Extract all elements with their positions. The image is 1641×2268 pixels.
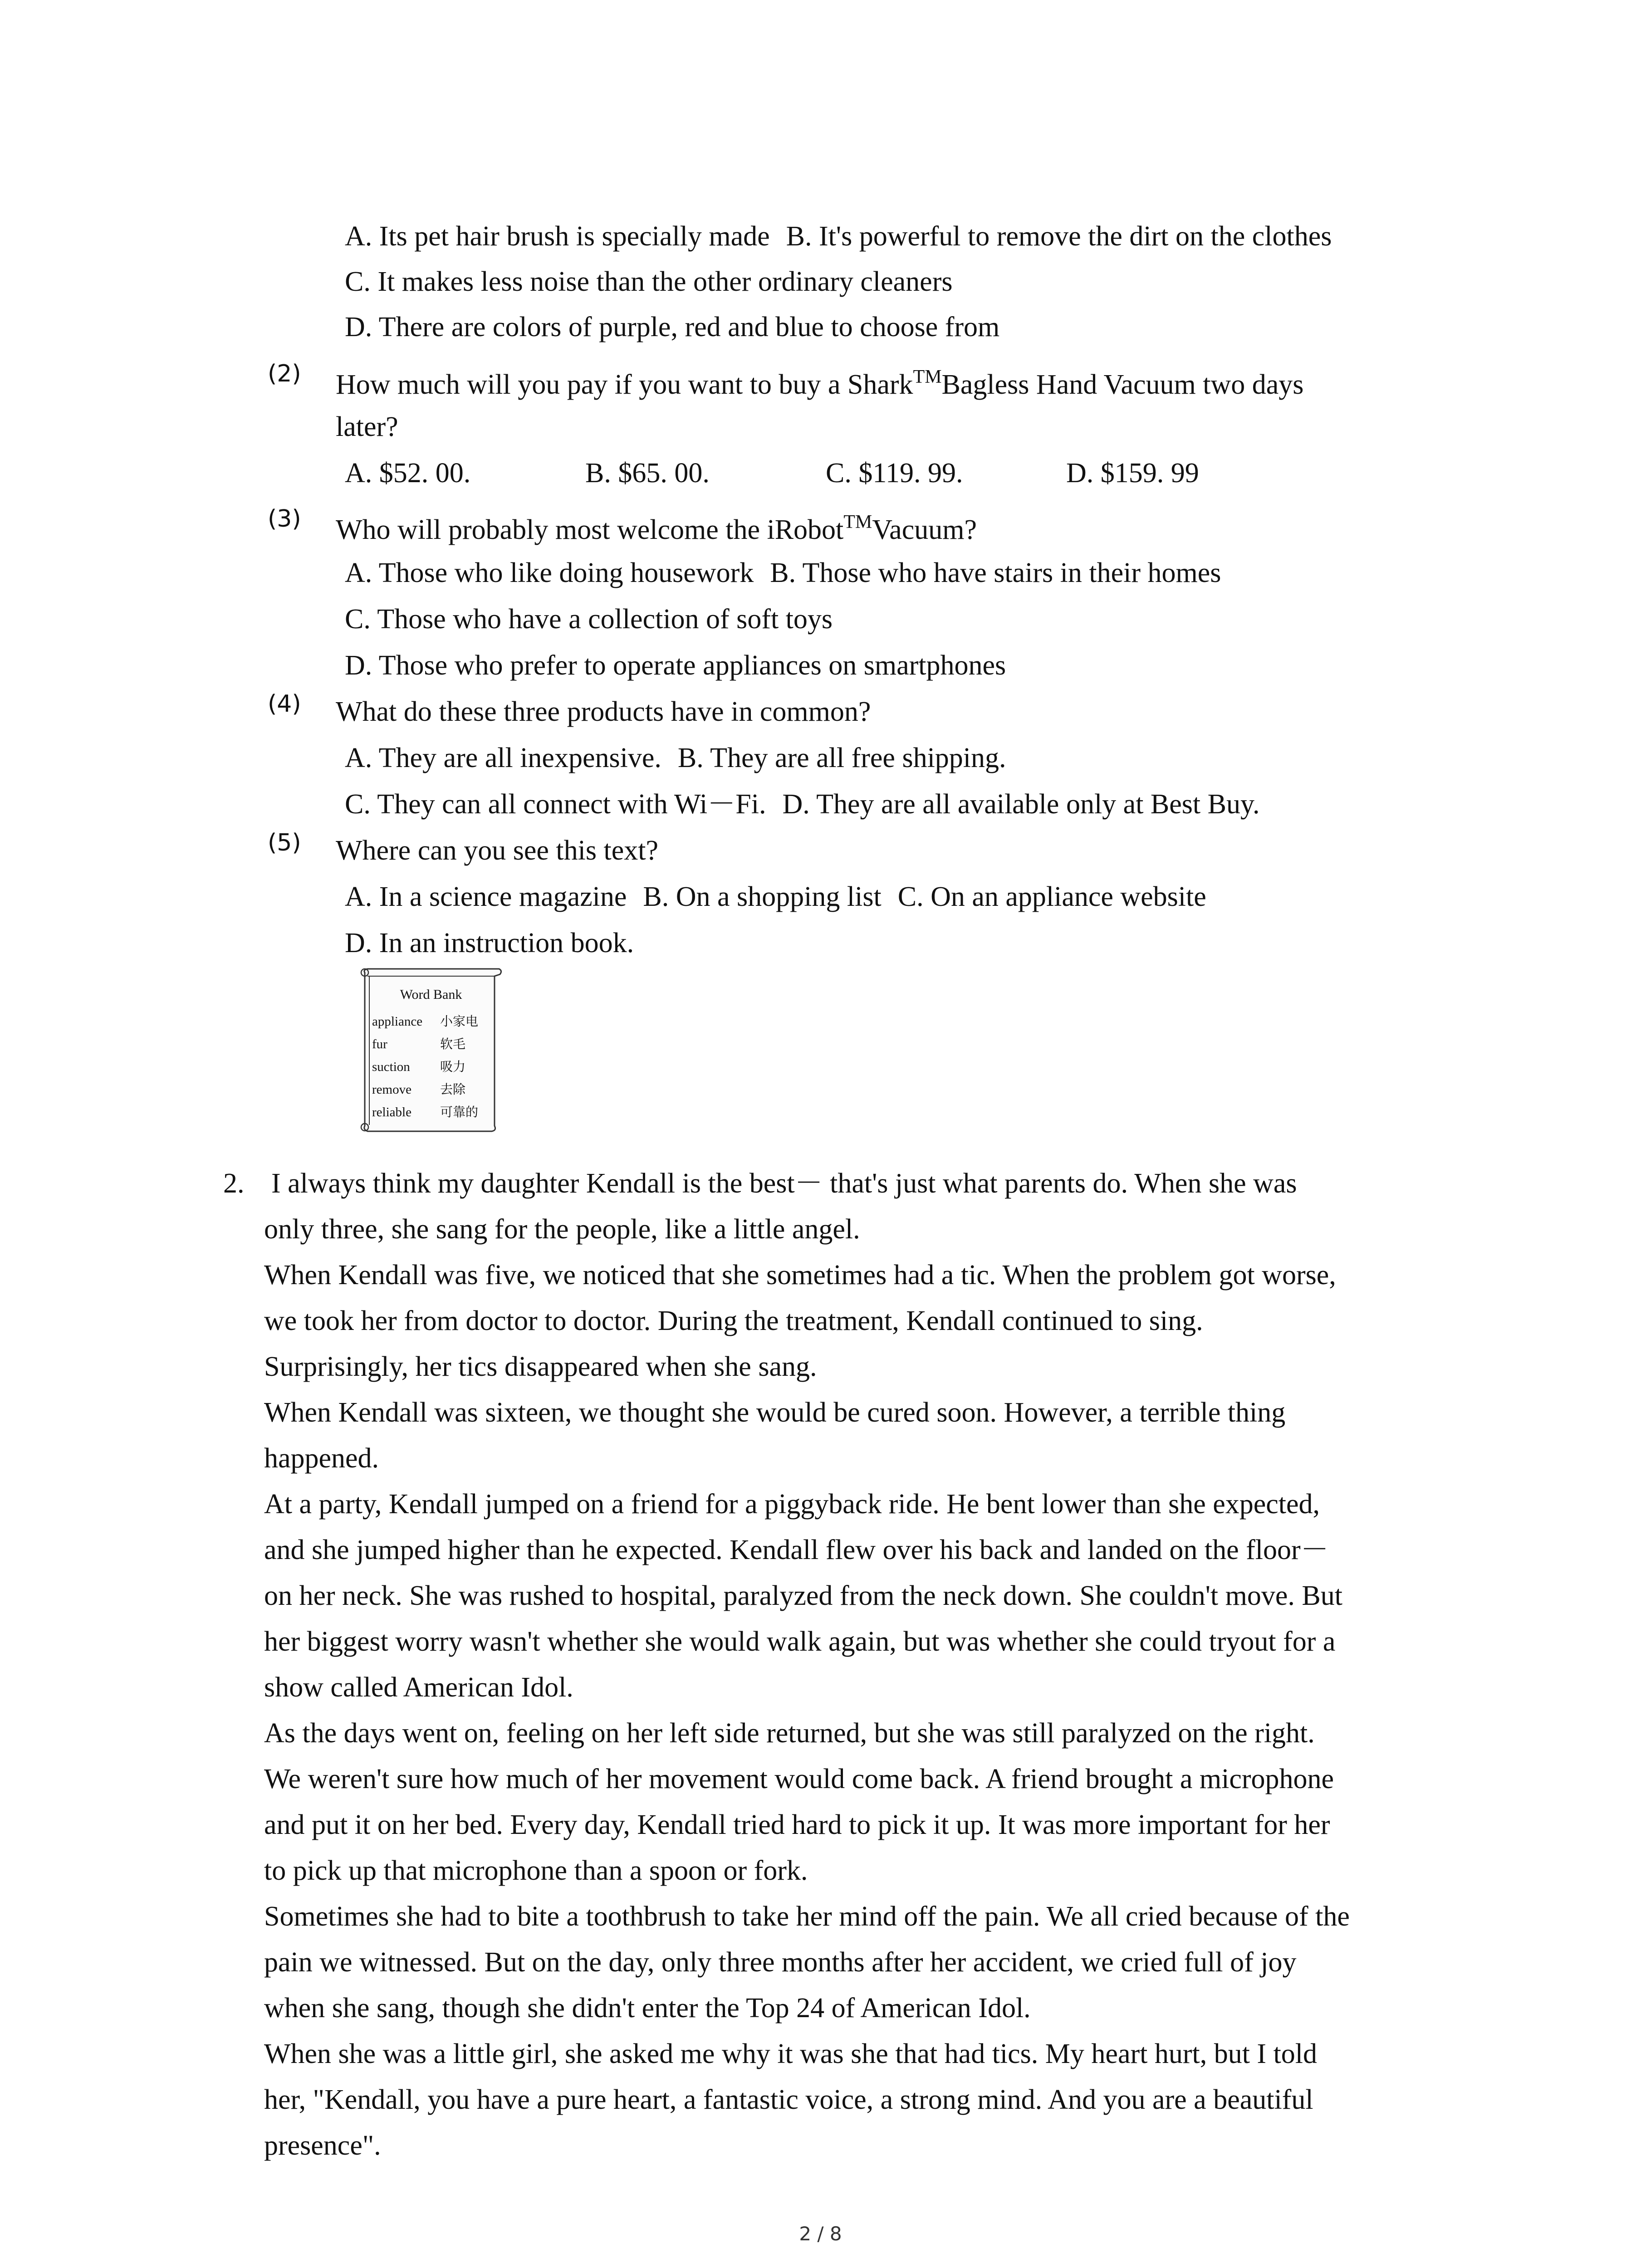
q2-text-after: Bagless Hand Vacuum two days: [941, 369, 1304, 400]
q2-number: (2): [268, 360, 301, 387]
q3-option-d: D. Those who prefer to operate appliances on smartphones: [345, 650, 1006, 681]
passage-line: As the days went on, feeling on her left side returned, but she was still paralyzed on the right.: [264, 1718, 1315, 1749]
passage-line: her, "Kendall, you have a pure heart, a fantastic voice, a strong mind. And you are a beautiful: [264, 2084, 1313, 2115]
q5-question: Where can you see this text?: [336, 835, 658, 866]
q3-option-b: B. Those who have stairs in their homes: [770, 557, 1221, 588]
q5-option-c: C. On an appliance website: [897, 881, 1206, 912]
word-bank-zh: 软毛: [440, 1036, 466, 1051]
word-bank-en: reliable: [372, 1105, 411, 1119]
word-bank-entry: [372, 1034, 465, 1052]
q2-tm: TM: [913, 367, 942, 387]
q4-question: What do these three products have in common?: [336, 696, 871, 727]
q1-option-a: A. Its pet hair brush is specially made: [345, 221, 770, 252]
q4-option-c-d: [345, 790, 1259, 818]
word-bank-title: Word Bank: [400, 987, 462, 1002]
q3-option-c: C. Those who have a collection of soft toys: [345, 604, 833, 635]
q3-text-after: Vacuum?: [872, 514, 977, 545]
page-number: 2 / 8: [799, 2223, 842, 2245]
passage-line: we took her from doctor to doctor. During the treatment, Kendall continued to sing.: [264, 1305, 1203, 1336]
passage-line: At a party, Kendall jumped on a friend for a piggyback ride. He bent lower than she expected,: [264, 1489, 1320, 1520]
word-bank-entry: [372, 1080, 465, 1098]
word-bank-en: remove: [372, 1082, 411, 1097]
q2-option-b: B. $65. 00.: [585, 458, 710, 489]
q3-option-a-b: [345, 559, 1221, 587]
passage-line: When Kendall was five, we noticed that she sometimes had a tic. When the problem got worse,: [264, 1260, 1336, 1290]
q4-number: (4): [268, 690, 301, 718]
passage-line: I always think my daughter Kendall is the best－ that's just what parents do. When she was: [271, 1168, 1297, 1199]
q3-question: [336, 513, 977, 544]
passage-line: and put it on her bed. Every day, Kendall tried hard to pick it up. It was more important for her: [264, 1809, 1330, 1840]
passage-line: Sometimes she had to bite a toothbrush to take her mind off the pain. We all cried because of the: [264, 1901, 1350, 1932]
q5-option-a: A. In a science magazine: [345, 881, 627, 912]
word-bank-zh: 可靠的: [440, 1105, 479, 1119]
passage-line: when she sang, though she didn't enter the Top 24 of American Idol.: [264, 1993, 1031, 2024]
passage-line: on her neck. She was rushed to hospital, paralyzed from the neck down. She couldn't move. But: [264, 1580, 1342, 1611]
q5-number: (5): [268, 829, 301, 856]
q4-option-b: B. They are all free shipping.: [677, 743, 1006, 773]
passage-line: show called American Idol.: [264, 1672, 573, 1703]
q2-option-a: A. $52. 00.: [345, 458, 471, 489]
q1-option-d: D. There are colors of purple, red and blue to choose from: [345, 312, 1000, 342]
q5-option-a-b-c: [345, 883, 1206, 911]
q3-number: (3): [268, 505, 301, 533]
q2-text-before: How much will you pay if you want to buy a Shark: [336, 369, 913, 400]
word-bank-zh: 去除: [440, 1082, 466, 1097]
q1-option-a-b: [345, 222, 1332, 250]
q1-option-b: B. It's powerful to remove the dirt on the clothes: [786, 221, 1332, 252]
q2-question: [336, 367, 1303, 399]
word-bank-en: appliance: [372, 1014, 423, 1029]
word-bank-entry: [372, 1012, 478, 1030]
q4-option-d: D. They are all available only at Best Buy.: [782, 789, 1260, 820]
q4-option-a: A. They are all inexpensive.: [345, 743, 661, 773]
q2-question-line2: later?: [336, 411, 398, 442]
q2-options: [345, 459, 1199, 487]
word-bank-en: fur: [372, 1037, 387, 1051]
passage-line: happened.: [264, 1443, 379, 1474]
word-bank-entry: [372, 1057, 465, 1075]
q4-option-c: C. They can all connect with Wi－Fi.: [345, 789, 766, 820]
passage2-number: 2.: [223, 1168, 245, 1199]
word-bank-scroll: [358, 966, 504, 1134]
passage-line: pain we witnessed. But on the day, only three months after her accident, we cried full of joy: [264, 1947, 1297, 1978]
passage-line: to pick up that microphone than a spoon or fork.: [264, 1855, 808, 1886]
q3-tm: TM: [843, 512, 872, 533]
q2-option-d: D. $159. 99: [1066, 458, 1199, 489]
passage-line: her biggest worry wasn't whether she would walk again, but was whether she could tryout for a: [264, 1626, 1336, 1657]
word-bank-en: suction: [372, 1060, 410, 1074]
q2-option-c: C. $119. 99.: [826, 458, 963, 489]
word-bank-zh: 吸力: [440, 1059, 466, 1074]
passage-line: Surprisingly, her tics disappeared when she sang.: [264, 1351, 817, 1382]
q5-option-b: B. On a shopping list: [643, 881, 882, 912]
word-bank-zh: 小家电: [440, 1014, 479, 1029]
passage-line: When she was a little girl, she asked me why it was she that had tics. My heart hurt, but I told: [264, 2038, 1318, 2069]
q3-text-before: Who will probably most welcome the iRobot: [336, 514, 844, 545]
passage-line: only three, she sang for the people, like a little angel.: [264, 1214, 860, 1245]
passage-line: presence".: [264, 2130, 381, 2161]
passage-line: and she jumped higher than he expected. Kendall flew over his back and landed on the floor－: [264, 1535, 1329, 1565]
word-bank-entry: [372, 1102, 478, 1120]
q1-option-c: C. It makes less noise than the other ordinary cleaners: [345, 266, 953, 297]
passage-line: We weren't sure how much of her movement would come back. A friend brought a microphone: [264, 1764, 1334, 1794]
q4-option-a-b: [345, 744, 1006, 772]
q3-option-a: A. Those who like doing housework: [345, 557, 754, 588]
passage-line: When Kendall was sixteen, we thought she would be cured soon. However, a terrible thing: [264, 1397, 1286, 1428]
q5-option-d: D. In an instruction book.: [345, 928, 634, 958]
